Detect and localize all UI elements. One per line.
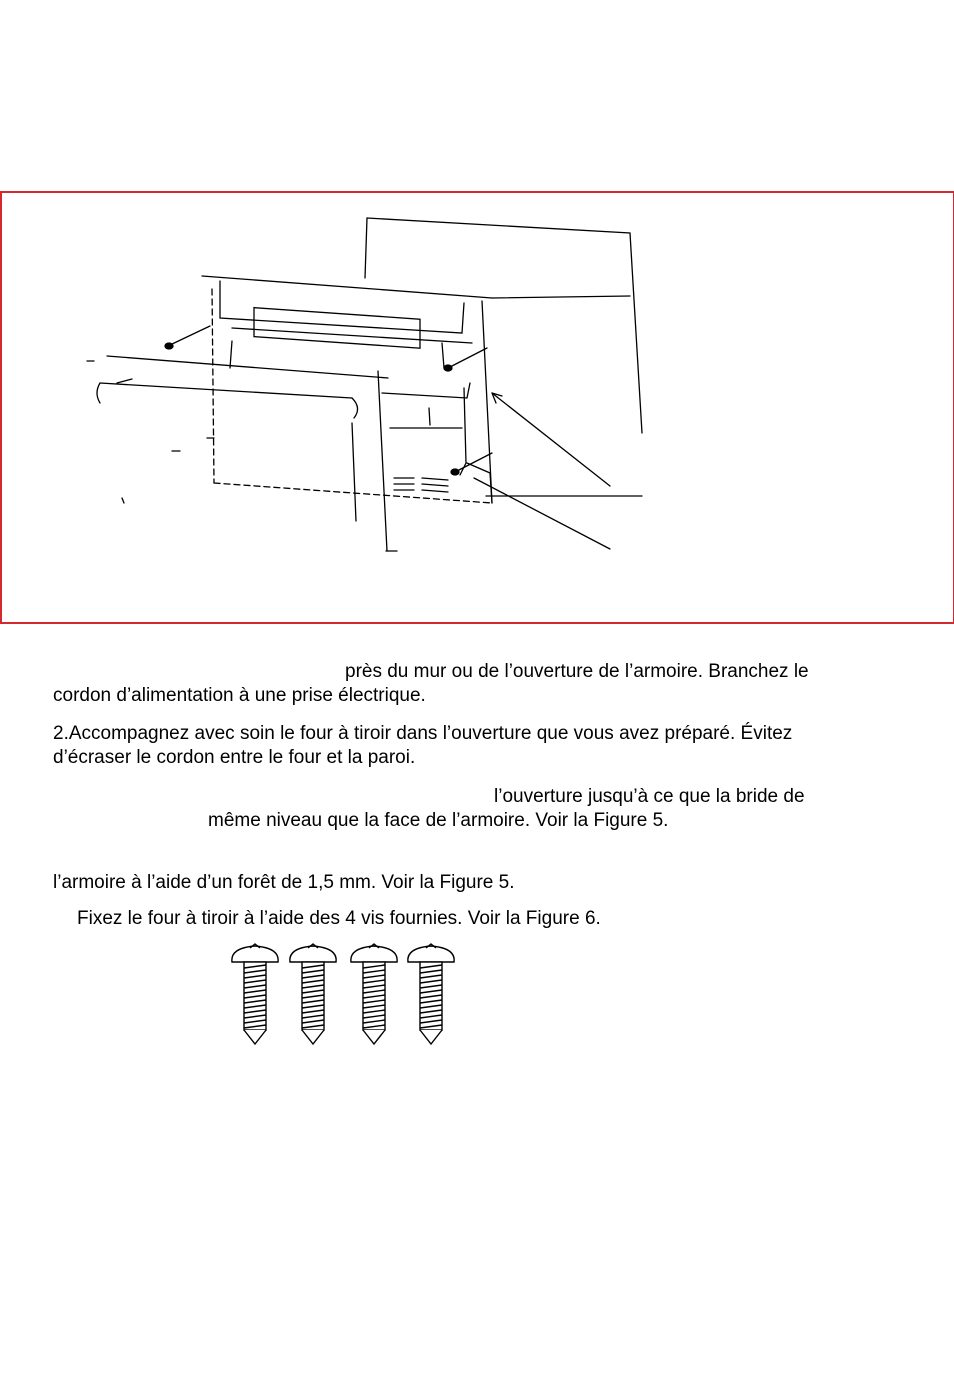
figure-5-frame	[0, 191, 954, 624]
screw-icon	[290, 944, 336, 1044]
step4-line1: l’armoire à l’aide d’un forêt de 1,5 mm. Voir la Figure 5.	[53, 872, 515, 893]
screw-icon	[351, 944, 397, 1044]
step1-line1: près du mur ou de l’ouverture de l’armoire. Branchez le	[345, 661, 809, 682]
step2-line2: d’écraser le cordon entre le four et la paroi.	[53, 747, 416, 768]
step2-line1: 2.Accompagnez avec soin le four à tiroir dans l’ouverture que vous avez préparé. Évitez	[53, 723, 793, 744]
step1-line2: cordon d’alimentation à une prise électrique.	[53, 685, 426, 706]
step3-line2: même niveau que la face de l’armoire. Voir la Figure 5.	[208, 810, 669, 831]
screw-icon	[232, 944, 278, 1044]
oven-installation-diagram	[2, 193, 953, 622]
screw-icon	[408, 944, 454, 1044]
step3-line1: l’ouverture jusqu’à ce que la bride de	[494, 786, 805, 807]
step5-line1: Fixez le four à tiroir à l’aide des 4 vis fournies. Voir la Figure 6.	[77, 908, 601, 929]
figure-6-screws	[228, 940, 463, 1055]
